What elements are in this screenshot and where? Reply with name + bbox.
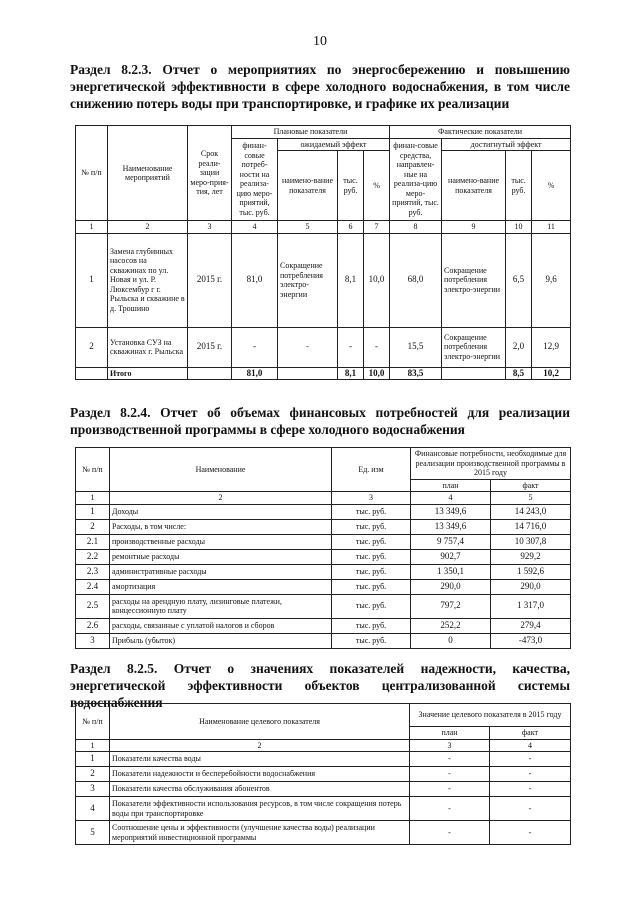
header-fact-rub: тыс. руб. [506, 151, 532, 221]
cell-fact-rub: 6,5 [506, 233, 532, 327]
cell-num: 5 [76, 821, 110, 845]
table-row [76, 752, 571, 767]
cell-plan: - [410, 767, 490, 782]
cell-name: административные расходы [110, 564, 332, 579]
col-number: 8 [390, 221, 442, 234]
cell-fact: - [490, 767, 571, 782]
cell-plan-rub: - [338, 327, 364, 367]
cell-num: 2.4 [76, 579, 110, 594]
header-actual: Фактические показатели [390, 126, 571, 139]
header-plan-fin: финан-совые потреб-ности на реализа-цию меро-приятий, тыс. руб. [232, 138, 278, 221]
table-row [76, 618, 571, 633]
header-num: № п/п [76, 704, 110, 740]
col-number: 11 [532, 221, 571, 234]
table-row [76, 504, 571, 519]
table-row [76, 233, 571, 327]
cell-fact: 10 307,8 [491, 534, 571, 549]
cell-plan-pct: - [364, 327, 390, 367]
cell-fact-fin: 15,5 [390, 327, 442, 367]
cell-fact-rub: 2,0 [506, 327, 532, 367]
section-3-title: Раздел 8.2.5. Отчет о значениях показателей надежности, качества, энергетической эффективности объектов централизованной системы водоснабжения [70, 661, 570, 710]
cell-unit: тыс. руб. [332, 504, 411, 519]
table-row [76, 767, 571, 782]
header-unit: Ед. изм [332, 448, 411, 492]
col-number: 2 [110, 492, 332, 505]
section-2-title: Раздел 8.2.4. Отчет об объемах финансовых потребностей для реализации производственной программы в сфере холодного водоснабжения [70, 405, 570, 437]
cell-plan: - [410, 821, 490, 845]
col-number: 4 [232, 221, 278, 234]
cell-fact-pct: 12,9 [532, 327, 571, 367]
cell-plan-rub: 8,1 [338, 233, 364, 327]
cell-fact: - [490, 752, 571, 767]
cell-fact: - [490, 782, 571, 797]
cell-num: 2.1 [76, 534, 110, 549]
header-fact: факт [490, 727, 571, 740]
cell-unit: тыс. руб. [332, 633, 411, 648]
cell-num: 2 [76, 519, 110, 534]
cell-fact: 290,0 [491, 579, 571, 594]
cell-fact-pct: 9,6 [532, 233, 571, 327]
col-number: 5 [278, 221, 338, 234]
measures-table [75, 125, 571, 380]
cell-fact-fin: 68,0 [390, 233, 442, 327]
col-number: 10 [506, 221, 532, 234]
col-number: 3 [188, 221, 232, 234]
page-number: 10 [313, 34, 327, 49]
header-plan-rub: тыс. руб. [338, 151, 364, 221]
total-plan-pct: 10,0 [364, 367, 390, 380]
cell-unit: тыс. руб. [332, 564, 411, 579]
cell-num: 2.5 [76, 594, 110, 618]
table-row [76, 633, 571, 648]
cell-plan: 9 757,4 [411, 534, 491, 549]
cell-num: 1 [76, 233, 108, 327]
table-row [76, 821, 571, 845]
cell-plan: 13 349,6 [411, 519, 491, 534]
header-plan: план [411, 479, 491, 492]
cell-name: ремонтные расходы [110, 549, 332, 564]
cell-num: 2 [76, 327, 108, 367]
header-planned: Плановые показатели [232, 126, 390, 139]
cell-fact: 14 243,0 [491, 504, 571, 519]
table-row [76, 534, 571, 549]
cell-name: Замена глубинных насосов на скважинах по ул. Новая и ул. Р. Люксембур г г. Рыльска и скважине в д. Трошино [108, 233, 188, 327]
header-eff-name: наимено-вание показателя [278, 151, 338, 221]
table-row [76, 579, 571, 594]
cell-num: 1 [76, 504, 110, 519]
header-achieved: достигнутый эффект [442, 138, 571, 151]
cell-num: 2.2 [76, 549, 110, 564]
total-label: Итого [108, 367, 188, 380]
header-fact-fin: финан-совые средства, направлен-ные на реализа-цию меро-приятий, тыс. руб. [390, 138, 442, 221]
col-number: 9 [442, 221, 506, 234]
cell-plan-pct: 10,0 [364, 233, 390, 327]
table-row [76, 797, 571, 821]
cell-name: Доходы [110, 504, 332, 519]
cell-unit: тыс. руб. [332, 549, 411, 564]
cell-num: 2 [76, 767, 110, 782]
cell-name: расходы на арендную плату, лизинговые платежи, концессионную плату [110, 594, 332, 618]
cell-num: 3 [76, 633, 110, 648]
cell-plan: - [410, 797, 490, 821]
cell-plan: 13 349,6 [411, 504, 491, 519]
cell-unit: тыс. руб. [332, 534, 411, 549]
total-row [76, 367, 571, 380]
table-row [76, 519, 571, 534]
cell-num: 1 [76, 752, 110, 767]
total-plan-rub: 8,1 [338, 367, 364, 380]
cell-plan-name: Сокращение потребления электро-энергии [278, 233, 338, 327]
cell-name: Соотношение цены и эффективности (улучшение качества воды) реализации мероприятий инвестиционной программы [110, 821, 410, 845]
cell-fact: - [490, 797, 571, 821]
cell-term: 2015 г. [188, 233, 232, 327]
cell-name: Показатели эффективности использования ресурсов, в том числе сокращения потерь воды при транспортировке [110, 797, 410, 821]
header-ach-name: наимено-вание показателя [442, 151, 506, 221]
cell-fact: - [490, 821, 571, 845]
cell-num: 2.3 [76, 564, 110, 579]
col-number: 5 [491, 492, 571, 505]
cell-plan: 902,7 [411, 549, 491, 564]
total-fact-fin: 83,5 [390, 367, 442, 380]
cell-plan: 290,0 [411, 579, 491, 594]
cell-plan: - [410, 782, 490, 797]
cell-num: 2.6 [76, 618, 110, 633]
cell-name: Прибыль (убыток) [110, 633, 332, 648]
table-row [76, 327, 571, 367]
header-target: Значение целевого показателя в 2015 году [410, 704, 571, 727]
col-number: 2 [110, 739, 410, 752]
cell-fact: -473,0 [491, 633, 571, 648]
header-plan: план [410, 727, 490, 740]
header-expected: ожидаемый эффект [278, 138, 390, 151]
total-fact-rub: 8,5 [506, 367, 532, 380]
col-number: 3 [332, 492, 411, 505]
table-row [76, 782, 571, 797]
col-number: 4 [411, 492, 491, 505]
header-name: Наименование [110, 448, 332, 492]
cell-fact: 929,2 [491, 549, 571, 564]
indicators-table [75, 703, 571, 845]
cell-plan: - [410, 752, 490, 767]
header-num: № п/п [76, 448, 110, 492]
finance-table [75, 447, 571, 649]
header-fact-pct: % [532, 151, 571, 221]
col-number: 1 [76, 739, 110, 752]
cell-num: 4 [76, 797, 110, 821]
header-term: Срок реали-зации меро-прия-тия, лет [188, 126, 232, 221]
table-row [76, 549, 571, 564]
header-name: Наименование мероприятий [108, 126, 188, 221]
cell-name: Показатели качества воды [110, 752, 410, 767]
cell-plan-fin: 81,0 [232, 233, 278, 327]
cell-plan-name: - [278, 327, 338, 367]
col-number: 6 [338, 221, 364, 234]
header-plan-pct: % [364, 151, 390, 221]
col-number: 2 [108, 221, 188, 234]
cell-term: 2015 г. [188, 327, 232, 367]
cell-plan: 1 350,1 [411, 564, 491, 579]
total-plan-fin: 81,0 [232, 367, 278, 380]
table-row [76, 564, 571, 579]
cell-plan-fin: - [232, 327, 278, 367]
table-row [76, 594, 571, 618]
cell-plan: 252,2 [411, 618, 491, 633]
cell-unit: тыс. руб. [332, 618, 411, 633]
cell-name: расходы, связанные с уплатой налогов и сборов [110, 618, 332, 633]
cell-fact-name: Сокращение потребления электро-энергии [442, 327, 506, 367]
cell-fact: 1 317,0 [491, 594, 571, 618]
col-number: 7 [364, 221, 390, 234]
col-number: 4 [490, 739, 571, 752]
cell-name: производственные расходы [110, 534, 332, 549]
cell-fact-name: Сокращение потребления электро-энергии [442, 233, 506, 327]
col-number: 3 [410, 739, 490, 752]
col-number: 1 [76, 492, 110, 505]
section-1-title: Раздел 8.2.3. Отчет о мероприятиях по энергосбережению и повышению энергетической эффективности в сфере холодного водоснабжения, в том числе снижению потерь воды при транспортировке, и графике их реализации [70, 62, 570, 111]
cell-name: Установка СУЗ на скважинах г. Рыльска [108, 327, 188, 367]
header-fact: факт [491, 479, 571, 492]
cell-num: 3 [76, 782, 110, 797]
cell-name: Показатели качества обслуживания абонентов [110, 782, 410, 797]
header-name: Наименование целевого показателя [110, 704, 410, 740]
cell-unit: тыс. руб. [332, 594, 411, 618]
cell-plan: 0 [411, 633, 491, 648]
cell-fact: 14 716,0 [491, 519, 571, 534]
cell-name: Показатели надежности и бесперебойности водоснабжения [110, 767, 410, 782]
cell-unit: тыс. руб. [332, 519, 411, 534]
cell-name: Расходы, в том числе: [110, 519, 332, 534]
cell-name: амортизация [110, 579, 332, 594]
header-fin: Финансовые потребности, необходимые для реализации производственной программы в 2015 году [411, 448, 571, 480]
col-number: 1 [76, 221, 108, 234]
cell-fact: 1 592,6 [491, 564, 571, 579]
cell-fact: 279,4 [491, 618, 571, 633]
cell-unit: тыс. руб. [332, 579, 411, 594]
header-num: № п/п [76, 126, 108, 221]
total-fact-pct: 10,2 [532, 367, 571, 380]
cell-plan: 797,2 [411, 594, 491, 618]
